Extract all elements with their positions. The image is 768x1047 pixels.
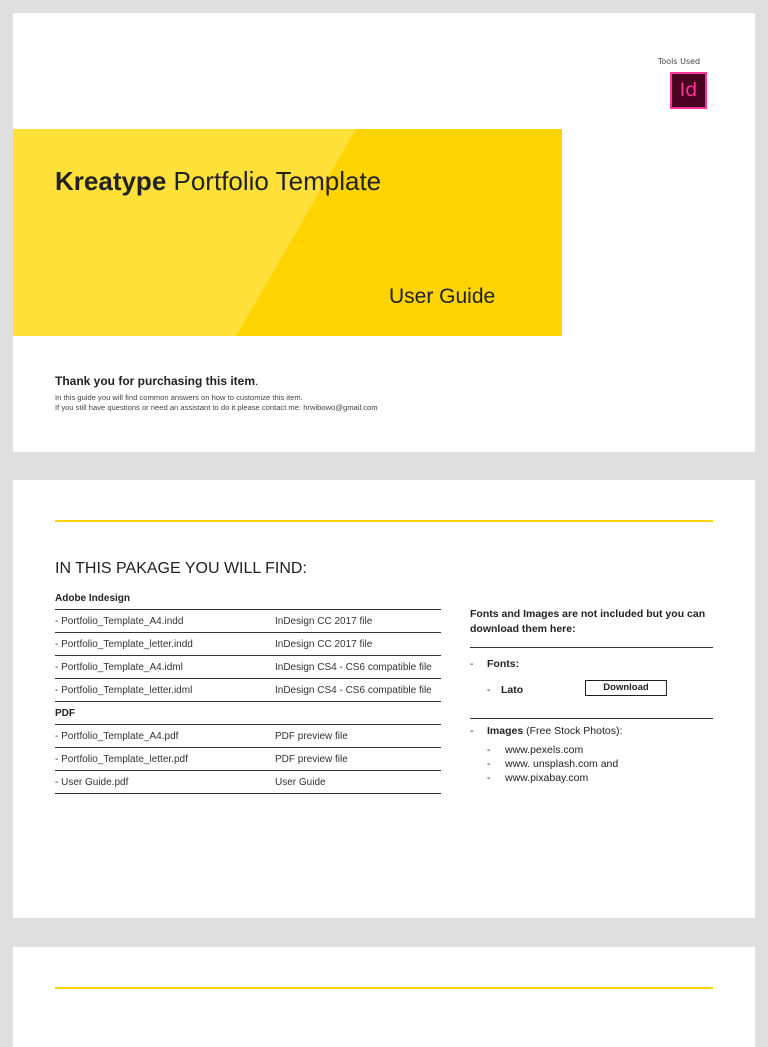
fonts-label: Fonts:	[487, 658, 520, 670]
file-desc: PDF preview file	[275, 748, 441, 771]
accent-divider	[55, 987, 713, 989]
table-row	[55, 771, 441, 794]
file-desc: InDesign CS4 - CS6 compatible file	[275, 679, 441, 702]
table-row	[55, 679, 441, 702]
download-button[interactable]: Download	[585, 680, 667, 696]
images-label-suffix: (Free Stock Photos):	[523, 725, 623, 737]
site-link[interactable]: www.pixabay.com	[505, 772, 589, 784]
file-name: - Portfolio_Template_letter.indd	[55, 633, 275, 656]
bullet-dash: -	[470, 725, 474, 737]
site-link[interactable]: www. unsplash.com and	[505, 758, 619, 770]
document-title	[55, 164, 415, 198]
file-desc: InDesign CS4 - CS6 compatible file	[275, 656, 441, 679]
file-desc: User Guide	[275, 771, 441, 794]
indesign-icon: Id	[670, 72, 707, 109]
bullet-dash: -	[487, 684, 491, 696]
downloads-panel	[470, 607, 713, 799]
file-name: - Portfolio_Template_letter.idml	[55, 679, 275, 702]
tools-used-label: Tools Used	[657, 57, 701, 66]
bullet-dash: -	[487, 744, 491, 756]
table-row	[55, 633, 441, 656]
file-name: - User Guide.pdf	[55, 771, 275, 794]
fonts-block	[470, 648, 713, 708]
files-table	[55, 587, 441, 794]
file-name: - Portfolio_Template_letter.pdf	[55, 748, 275, 771]
file-name: - Portfolio_Template_A4.idml	[55, 656, 275, 679]
bullet-dash: -	[487, 772, 491, 784]
intro-line-2: If you still have questions or need an assistant to do it please contact me: hrwibowo@gmail.com	[55, 403, 378, 412]
file-desc: PDF preview file	[275, 725, 441, 748]
next-page	[13, 947, 755, 1047]
list-item	[487, 744, 583, 756]
package-title: IN THIS PAKAGE YOU WILL FIND:	[55, 560, 307, 577]
table-row	[55, 725, 441, 748]
section-heading: PDF	[55, 702, 441, 725]
images-label-bold: Images	[487, 725, 524, 737]
download-note: Fonts and Images are not included but you can download them here:	[470, 608, 706, 635]
list-item	[487, 772, 588, 784]
images-block	[470, 719, 713, 799]
font-name-lato: Lato	[501, 684, 524, 696]
list-item	[487, 758, 618, 770]
intro-line-1: In this guide you will find common answers on how to customize this item.	[55, 393, 303, 402]
section-heading-row	[55, 702, 441, 725]
title-brand: Kreatype	[55, 166, 167, 196]
file-desc: InDesign CC 2017 file	[275, 610, 441, 633]
title-rest: Portfolio Template	[166, 166, 382, 196]
file-name: - Portfolio_Template_A4.pdf	[55, 725, 275, 748]
cover-page	[13, 13, 755, 452]
section-heading-row	[55, 587, 441, 610]
file-desc: InDesign CC 2017 file	[275, 633, 441, 656]
bullet-dash: -	[487, 758, 491, 770]
images-label	[487, 725, 622, 737]
title-banner	[13, 129, 562, 336]
bullet-dash: -	[470, 658, 474, 670]
file-name: - Portfolio_Template_A4.indd	[55, 610, 275, 633]
table-row	[55, 610, 441, 633]
table-row	[55, 748, 441, 771]
accent-divider	[55, 520, 713, 522]
document-subtitle: User Guide	[389, 285, 496, 308]
thanks-period: .	[255, 374, 259, 388]
thanks-text: Thank you for purchasing this item	[55, 374, 256, 388]
package-page	[13, 480, 755, 918]
section-heading: Adobe Indesign	[55, 587, 441, 610]
intro-text	[55, 393, 655, 413]
table-row	[55, 656, 441, 679]
site-link[interactable]: www.pexels.com	[505, 744, 584, 756]
thanks-heading	[55, 374, 258, 388]
